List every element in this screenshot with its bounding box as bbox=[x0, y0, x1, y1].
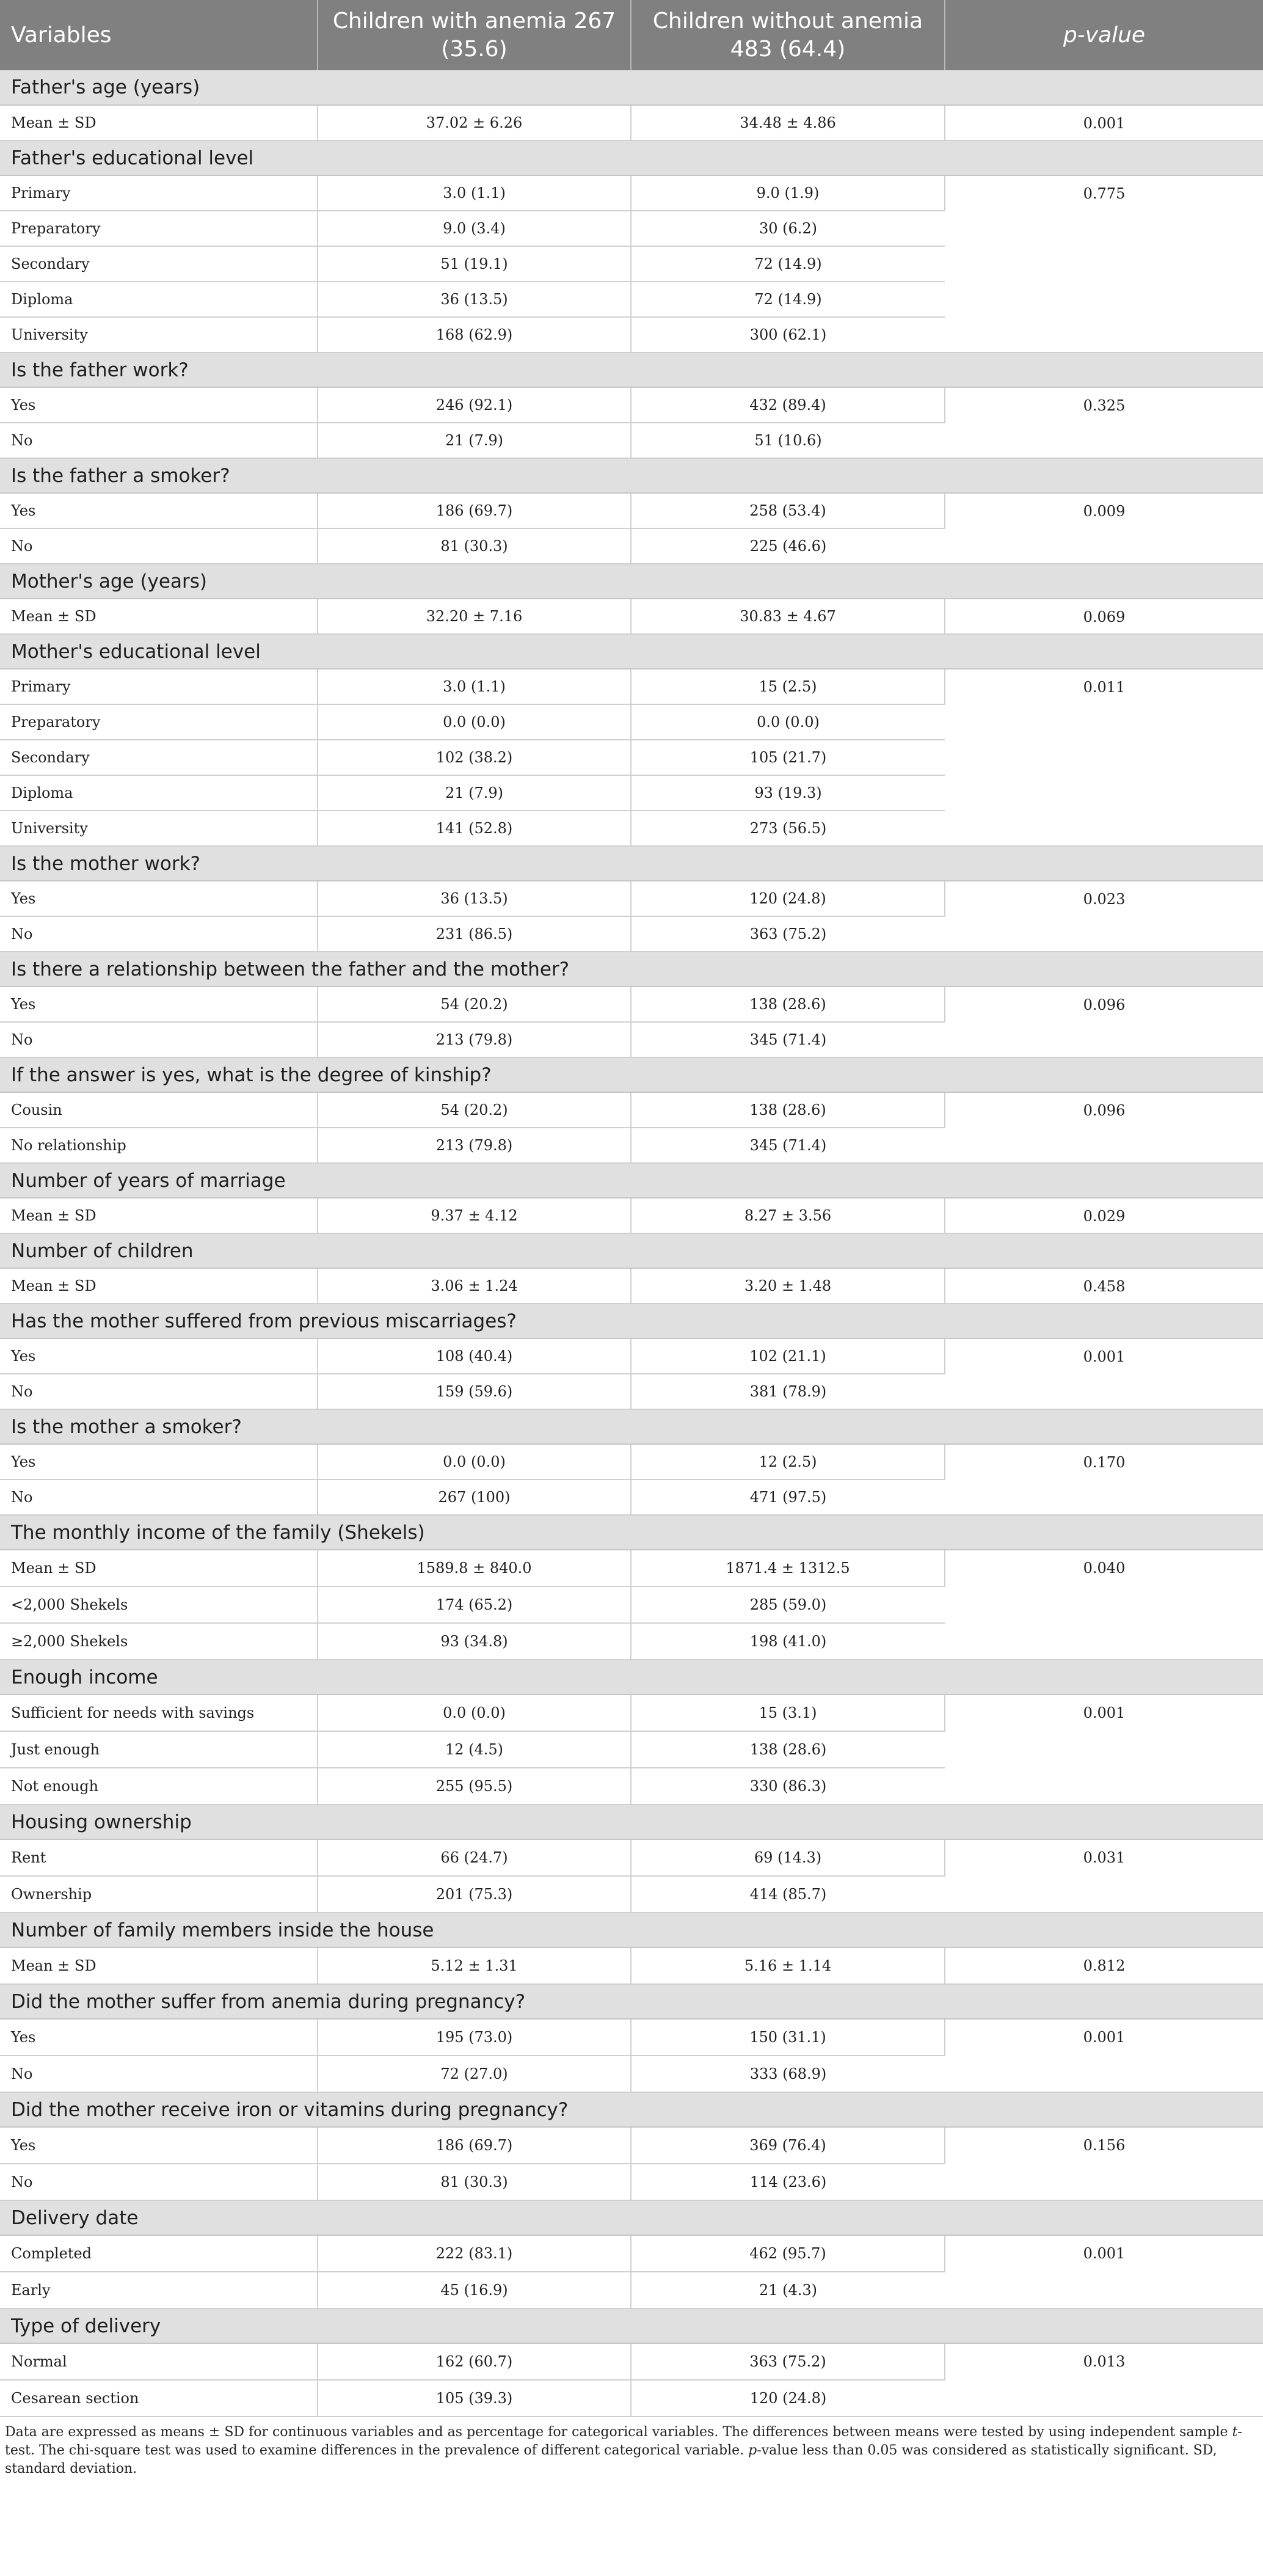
with-anemia-value: 36 (13.5) bbox=[318, 282, 631, 317]
header-p-value: p-value bbox=[945, 0, 1263, 70]
row-label: Yes bbox=[0, 493, 318, 528]
section-title: Is the mother a smoker? bbox=[0, 1409, 1263, 1444]
section-header-row bbox=[0, 2092, 1263, 2127]
table-row bbox=[0, 2343, 1263, 2380]
row-label: <2,000 Shekels bbox=[0, 1586, 318, 1623]
section-title: Enough income bbox=[0, 1660, 1263, 1695]
footnote-text-1: Data are expressed as means ± SD for continuous variables and as percentage for categorical variables. The differences between means were tested by using independent sample bbox=[5, 2425, 1232, 2440]
row-label: ≥2,000 Shekels bbox=[0, 1623, 318, 1660]
p-value: 0.812 bbox=[945, 1947, 1263, 1984]
table-row bbox=[0, 105, 1263, 140]
with-anemia-value: 201 (75.3) bbox=[318, 1876, 631, 1913]
without-anemia-value: 1871.4 ± 1312.5 bbox=[631, 1550, 945, 1586]
with-anemia-value: 32.20 ± 7.16 bbox=[318, 599, 631, 634]
without-anemia-value: 285 (59.0) bbox=[631, 1586, 945, 1623]
with-anemia-value: 168 (62.9) bbox=[318, 317, 631, 352]
footnote-text-2: -test. The chi-square test was used to examine differences in the prevalence of different categorical variable. bbox=[5, 2425, 1242, 2458]
without-anemia-value: 12 (2.5) bbox=[631, 1444, 945, 1480]
section-title: Mother's age (years) bbox=[0, 564, 1263, 599]
without-anemia-value: 51 (10.6) bbox=[631, 423, 945, 458]
without-anemia-value: 330 (86.3) bbox=[631, 1768, 945, 1804]
row-label: Diploma bbox=[0, 775, 318, 811]
footnote-t-italic: t bbox=[1232, 2425, 1238, 2440]
section-header-row bbox=[0, 1984, 1263, 2019]
row-label: Yes bbox=[0, 881, 318, 916]
table-body bbox=[0, 70, 1263, 2417]
table-row bbox=[0, 599, 1263, 634]
section-title: The monthly income of the family (Shekels) bbox=[0, 1515, 1263, 1550]
without-anemia-value: 72 (14.9) bbox=[631, 282, 945, 317]
row-label: No bbox=[0, 528, 318, 564]
with-anemia-value: 105 (39.3) bbox=[318, 2380, 631, 2417]
table-footnote bbox=[0, 2417, 1262, 2478]
row-label: Ownership bbox=[0, 1876, 318, 1913]
with-anemia-value: 141 (52.8) bbox=[318, 811, 631, 846]
with-anemia-value: 37.02 ± 6.26 bbox=[318, 105, 631, 140]
with-anemia-value: 267 (100) bbox=[318, 1480, 631, 1515]
with-anemia-value: 195 (73.0) bbox=[318, 2019, 631, 2056]
with-anemia-value: 0.0 (0.0) bbox=[318, 1444, 631, 1480]
table-row bbox=[0, 2019, 1263, 2056]
with-anemia-value: 72 (27.0) bbox=[318, 2056, 631, 2092]
without-anemia-value: 69 (14.3) bbox=[631, 1839, 945, 1876]
with-anemia-value: 231 (86.5) bbox=[318, 916, 631, 952]
row-label: Primary bbox=[0, 669, 318, 704]
with-anemia-value: 0.0 (0.0) bbox=[318, 704, 631, 740]
p-value: 0.001 bbox=[945, 1338, 1263, 1409]
section-header-row bbox=[0, 1660, 1263, 1695]
table-row bbox=[0, 493, 1263, 528]
p-value: 0.023 bbox=[945, 881, 1263, 952]
section-header-row bbox=[0, 2200, 1263, 2235]
p-value: 0.013 bbox=[945, 2343, 1263, 2417]
without-anemia-value: 258 (53.4) bbox=[631, 493, 945, 528]
row-label: Early bbox=[0, 2272, 318, 2308]
row-label: No bbox=[0, 1022, 318, 1057]
table-row bbox=[0, 2235, 1263, 2272]
with-anemia-value: 108 (40.4) bbox=[318, 1338, 631, 1374]
without-anemia-value: 198 (41.0) bbox=[631, 1623, 945, 1660]
with-anemia-value: 54 (20.2) bbox=[318, 1092, 631, 1128]
section-header-row bbox=[0, 1163, 1263, 1198]
without-anemia-value: 15 (3.1) bbox=[631, 1695, 945, 1731]
with-anemia-value: 0.0 (0.0) bbox=[318, 1695, 631, 1731]
with-anemia-value: 66 (24.7) bbox=[318, 1839, 631, 1876]
section-title: Has the mother suffered from previous miscarriages? bbox=[0, 1304, 1263, 1338]
without-anemia-value: 15 (2.5) bbox=[631, 669, 945, 704]
section-header-row bbox=[0, 352, 1263, 387]
without-anemia-value: 72 (14.9) bbox=[631, 246, 945, 282]
section-header-row bbox=[0, 1304, 1263, 1338]
without-anemia-value: 3.20 ± 1.48 bbox=[631, 1268, 945, 1304]
table-row bbox=[0, 1947, 1263, 1984]
without-anemia-value: 21 (4.3) bbox=[631, 2272, 945, 2308]
without-anemia-value: 138 (28.6) bbox=[631, 1731, 945, 1768]
without-anemia-value: 414 (85.7) bbox=[631, 1876, 945, 1913]
section-title: If the answer is yes, what is the degree of kinship? bbox=[0, 1057, 1263, 1092]
without-anemia-value: 369 (76.4) bbox=[631, 2127, 945, 2164]
section-header-row bbox=[0, 846, 1263, 881]
section-title: Housing ownership bbox=[0, 1804, 1263, 1839]
without-anemia-value: 138 (28.6) bbox=[631, 987, 945, 1022]
footnote-p-italic: p bbox=[748, 2443, 757, 2458]
with-anemia-value: 45 (16.9) bbox=[318, 2272, 631, 2308]
with-anemia-value: 9.0 (3.4) bbox=[318, 211, 631, 246]
header-with-anemia: Children with anemia 267 (35.6) bbox=[318, 0, 631, 70]
table-row bbox=[0, 1550, 1263, 1586]
row-label: Mean ± SD bbox=[0, 105, 318, 140]
section-header-row bbox=[0, 1057, 1263, 1092]
without-anemia-value: 138 (28.6) bbox=[631, 1092, 945, 1128]
p-value: 0.031 bbox=[945, 1839, 1263, 1913]
table-row bbox=[0, 2127, 1263, 2164]
p-value: 0.170 bbox=[945, 1444, 1263, 1515]
row-label: Secondary bbox=[0, 740, 318, 775]
without-anemia-value: 225 (46.6) bbox=[631, 528, 945, 564]
section-header-row bbox=[0, 1804, 1263, 1839]
table-row bbox=[0, 987, 1263, 1022]
p-value: 0.009 bbox=[945, 493, 1263, 564]
row-label: Cousin bbox=[0, 1092, 318, 1128]
with-anemia-value: 186 (69.7) bbox=[318, 493, 631, 528]
section-title: Number of family members inside the house bbox=[0, 1913, 1263, 1947]
with-anemia-value: 12 (4.5) bbox=[318, 1731, 631, 1768]
p-value: 0.096 bbox=[945, 1092, 1263, 1163]
with-anemia-value: 36 (13.5) bbox=[318, 881, 631, 916]
with-anemia-value: 255 (95.5) bbox=[318, 1768, 631, 1804]
with-anemia-value: 81 (30.3) bbox=[318, 528, 631, 564]
row-label: No bbox=[0, 1480, 318, 1515]
with-anemia-value: 3.06 ± 1.24 bbox=[318, 1268, 631, 1304]
with-anemia-value: 21 (7.9) bbox=[318, 423, 631, 458]
without-anemia-value: 5.16 ± 1.14 bbox=[631, 1947, 945, 1984]
row-label: Yes bbox=[0, 987, 318, 1022]
with-anemia-value: 102 (38.2) bbox=[318, 740, 631, 775]
p-value: 0.001 bbox=[945, 2019, 1263, 2092]
with-anemia-value: 186 (69.7) bbox=[318, 2127, 631, 2164]
section-header-row bbox=[0, 564, 1263, 599]
row-label: Cesarean section bbox=[0, 2380, 318, 2417]
row-label: Completed bbox=[0, 2235, 318, 2272]
without-anemia-value: 30.83 ± 4.67 bbox=[631, 599, 945, 634]
without-anemia-value: 345 (71.4) bbox=[631, 1022, 945, 1057]
without-anemia-value: 114 (23.6) bbox=[631, 2164, 945, 2200]
p-value: 0.069 bbox=[945, 599, 1263, 634]
without-anemia-value: 30 (6.2) bbox=[631, 211, 945, 246]
p-value: 0.029 bbox=[945, 1198, 1263, 1233]
with-anemia-value: 246 (92.1) bbox=[318, 387, 631, 423]
p-value: 0.001 bbox=[945, 105, 1263, 140]
row-label: No bbox=[0, 2164, 318, 2200]
table-row bbox=[0, 1444, 1263, 1480]
without-anemia-value: 120 (24.8) bbox=[631, 881, 945, 916]
section-title: Did the mother receive iron or vitamins during pregnancy? bbox=[0, 2092, 1263, 2127]
without-anemia-value: 462 (95.7) bbox=[631, 2235, 945, 2272]
without-anemia-value: 93 (19.3) bbox=[631, 775, 945, 811]
table-header-row bbox=[0, 0, 1263, 70]
row-label: Mean ± SD bbox=[0, 1550, 318, 1586]
section-header-row bbox=[0, 2308, 1263, 2343]
section-title: Number of children bbox=[0, 1233, 1263, 1268]
row-label: Rent bbox=[0, 1839, 318, 1876]
row-label: No bbox=[0, 1374, 318, 1409]
without-anemia-value: 102 (21.1) bbox=[631, 1338, 945, 1374]
p-value: 0.325 bbox=[945, 387, 1263, 458]
with-anemia-value: 213 (79.8) bbox=[318, 1128, 631, 1163]
table-row bbox=[0, 881, 1263, 916]
with-anemia-value: 3.0 (1.1) bbox=[318, 669, 631, 704]
section-title: Mother's educational level bbox=[0, 634, 1263, 669]
row-label: Sufficient for needs with savings bbox=[0, 1695, 318, 1731]
with-anemia-value: 1589.8 ± 840.0 bbox=[318, 1550, 631, 1586]
with-anemia-value: 159 (59.6) bbox=[318, 1374, 631, 1409]
section-title: Type of delivery bbox=[0, 2308, 1263, 2343]
row-label: Yes bbox=[0, 2127, 318, 2164]
with-anemia-value: 222 (83.1) bbox=[318, 2235, 631, 2272]
row-label: Normal bbox=[0, 2343, 318, 2380]
without-anemia-value: 120 (24.8) bbox=[631, 2380, 945, 2417]
header-without-anemia: Children without anemia 483 (64.4) bbox=[631, 0, 945, 70]
without-anemia-value: 300 (62.1) bbox=[631, 317, 945, 352]
section-title: Is there a relationship between the father and the mother? bbox=[0, 952, 1263, 987]
header-variables: Variables bbox=[0, 0, 318, 70]
with-anemia-value: 162 (60.7) bbox=[318, 2343, 631, 2380]
section-header-row bbox=[0, 1409, 1263, 1444]
row-label: Preparatory bbox=[0, 211, 318, 246]
section-header-row bbox=[0, 634, 1263, 669]
table-row bbox=[0, 175, 1263, 211]
table-row bbox=[0, 1198, 1263, 1233]
row-label: University bbox=[0, 317, 318, 352]
table-row bbox=[0, 1338, 1263, 1374]
section-header-row bbox=[0, 70, 1263, 105]
table-row bbox=[0, 1839, 1263, 1876]
section-title: Is the father work? bbox=[0, 352, 1263, 387]
section-title: Is the mother work? bbox=[0, 846, 1263, 881]
section-title: Number of years of marriage bbox=[0, 1163, 1263, 1198]
with-anemia-value: 5.12 ± 1.31 bbox=[318, 1947, 631, 1984]
row-label: University bbox=[0, 811, 318, 846]
row-label: Not enough bbox=[0, 1768, 318, 1804]
row-label: Diploma bbox=[0, 282, 318, 317]
without-anemia-value: 150 (31.1) bbox=[631, 2019, 945, 2056]
without-anemia-value: 333 (68.9) bbox=[631, 2056, 945, 2092]
with-anemia-value: 54 (20.2) bbox=[318, 987, 631, 1022]
row-label: Mean ± SD bbox=[0, 1198, 318, 1233]
p-value: 0.011 bbox=[945, 669, 1263, 846]
row-label: No bbox=[0, 2056, 318, 2092]
row-label: Mean ± SD bbox=[0, 1268, 318, 1304]
section-header-row bbox=[0, 952, 1263, 987]
without-anemia-value: 0.0 (0.0) bbox=[631, 704, 945, 740]
section-header-row bbox=[0, 1515, 1263, 1550]
row-label: Yes bbox=[0, 387, 318, 423]
section-header-row bbox=[0, 1913, 1263, 1947]
row-label: No bbox=[0, 423, 318, 458]
row-label: Preparatory bbox=[0, 704, 318, 740]
without-anemia-value: 432 (89.4) bbox=[631, 387, 945, 423]
table-row bbox=[0, 669, 1263, 704]
row-label: Just enough bbox=[0, 1731, 318, 1768]
with-anemia-value: 21 (7.9) bbox=[318, 775, 631, 811]
section-title: Father's educational level bbox=[0, 140, 1263, 175]
table-row bbox=[0, 387, 1263, 423]
row-label: Yes bbox=[0, 1338, 318, 1374]
without-anemia-value: 34.48 ± 4.86 bbox=[631, 105, 945, 140]
row-label: Mean ± SD bbox=[0, 1947, 318, 1984]
p-value: 0.040 bbox=[945, 1550, 1263, 1660]
section-title: Is the father a smoker? bbox=[0, 458, 1263, 493]
without-anemia-value: 9.0 (1.9) bbox=[631, 175, 945, 211]
footnote-text-3: -value less than 0.05 was considered as statistically significant. SD, standard deviation. bbox=[5, 2443, 1217, 2476]
row-label: No relationship bbox=[0, 1128, 318, 1163]
p-value: 0.775 bbox=[945, 175, 1263, 352]
with-anemia-value: 174 (65.2) bbox=[318, 1586, 631, 1623]
section-title: Father's age (years) bbox=[0, 70, 1263, 105]
with-anemia-value: 51 (19.1) bbox=[318, 246, 631, 282]
without-anemia-value: 345 (71.4) bbox=[631, 1128, 945, 1163]
without-anemia-value: 363 (75.2) bbox=[631, 2343, 945, 2380]
without-anemia-value: 471 (97.5) bbox=[631, 1480, 945, 1515]
p-value: 0.156 bbox=[945, 2127, 1263, 2200]
p-value: 0.096 bbox=[945, 987, 1263, 1057]
without-anemia-value: 381 (78.9) bbox=[631, 1374, 945, 1409]
row-label: Yes bbox=[0, 1444, 318, 1480]
with-anemia-value: 81 (30.3) bbox=[318, 2164, 631, 2200]
p-value: 0.001 bbox=[945, 1695, 1263, 1804]
with-anemia-value: 3.0 (1.1) bbox=[318, 175, 631, 211]
row-label: Yes bbox=[0, 2019, 318, 2056]
without-anemia-value: 363 (75.2) bbox=[631, 916, 945, 952]
section-header-row bbox=[0, 140, 1263, 175]
row-label: Primary bbox=[0, 175, 318, 211]
section-header-row bbox=[0, 458, 1263, 493]
table-row bbox=[0, 1092, 1263, 1128]
without-anemia-value: 273 (56.5) bbox=[631, 811, 945, 846]
p-value: 0.001 bbox=[945, 2235, 1263, 2308]
row-label: No bbox=[0, 916, 318, 952]
section-title: Delivery date bbox=[0, 2200, 1263, 2235]
with-anemia-value: 93 (34.8) bbox=[318, 1623, 631, 1660]
without-anemia-value: 8.27 ± 3.56 bbox=[631, 1198, 945, 1233]
with-anemia-value: 213 (79.8) bbox=[318, 1022, 631, 1057]
section-header-row bbox=[0, 1233, 1263, 1268]
with-anemia-value: 9.37 ± 4.12 bbox=[318, 1198, 631, 1233]
row-label: Secondary bbox=[0, 246, 318, 282]
row-label: Mean ± SD bbox=[0, 599, 318, 634]
section-title: Did the mother suffer from anemia during pregnancy? bbox=[0, 1984, 1263, 2019]
without-anemia-value: 105 (21.7) bbox=[631, 740, 945, 775]
table-row bbox=[0, 1268, 1263, 1304]
p-value: 0.458 bbox=[945, 1268, 1263, 1304]
table-row bbox=[0, 1695, 1263, 1731]
